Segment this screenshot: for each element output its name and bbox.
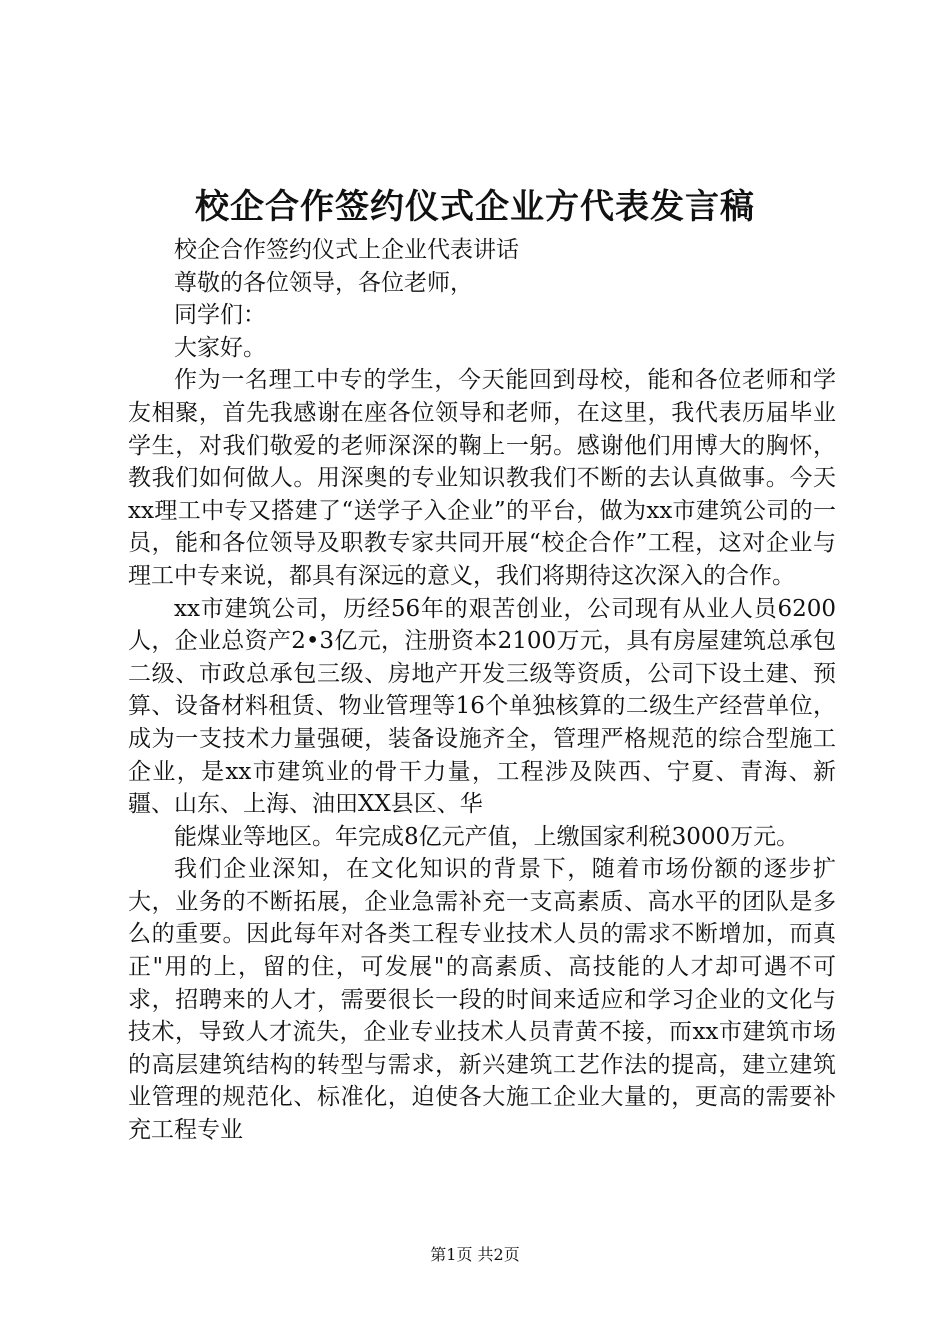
document-title: 校企合作签约仪式企业方代表发言稿 [195, 187, 755, 227]
paragraph-subtitle: 校企合作签约仪式上企业代表讲话 [174, 237, 519, 263]
document-body [128, 234, 836, 1147]
paragraph-intro: 作为一名理工中专的学生，今天能回到母校，能和各位老师和学友相聚，首先我感谢在座各位领导和老师，在这里，我代表历届毕业学生，对我们敬爱的老师深深的鞠上一躬。感谢他们用博大的胸怀，教我们如何做人。用深奥的专业知识教我们不断的去认真做事。今天xx理工中专又搭建了“送学子入企业”的平台，做为xx市建筑公司的一员，能和各位领导及职教专家共同开展“校企合作”工程，这对企业与理工中专来说，都具有深远的意义，我们将期待这次深入的合作。 [128, 367, 836, 589]
paragraph-salutation: 尊敬的各位领导，各位老师， [174, 269, 473, 296]
paragraph-company: xx市建筑公司，历经56年的艰苦创业，公司现有从业人员6200人，企业总资产2•3亿元，注册资本2100万元，具有房屋建筑总承包二级、市政总承包三级、房地产开发三级等资质，公司下设土建、预算、设备材料租赁、物业管理等16个单独核算的二级生产经营单位，成为一支技术力量强硬，装备设施齐全，管理严格规范的综合型施工企业，是xx市建筑业的骨干力量，工程涉及陕西、宁夏、青海、新疆、山东、上海、油田XX县区、华 [128, 595, 836, 818]
paragraph-company-cont: 能煤业等地区。年完成8亿元产值，上缴国家利税3000万元。 [174, 823, 800, 850]
paragraph-talent: 我们企业深知，在文化知识的背景下，随着市场份额的逐步扩大，业务的不断拓展，企业急需补充一支高素质、高水平的团队是多么的重要。因此每年对各类工程专业技术人员的需求不断增加，而真正"用的上，留的住，可发展"的高素质、高技能的人才却可遇不可求，招聘来的人才，需要很长一段的时间来适应和学习企业的文化与技术，导致人才流失，企业专业技术人员青黄不接，而xx市建筑市场的高层建筑结构的转型与需求，新兴建筑工艺作法的提高，建立建筑业管理的规范化、标准化，迫使各大施工企业大量的，更高的需要补充工程专业 [128, 856, 836, 1144]
paragraph-salutation-2: 同学们： [174, 302, 266, 329]
page-footer: 第1页 共2页 [430, 1245, 520, 1264]
paragraph-greeting: 大家好。 [174, 334, 266, 361]
